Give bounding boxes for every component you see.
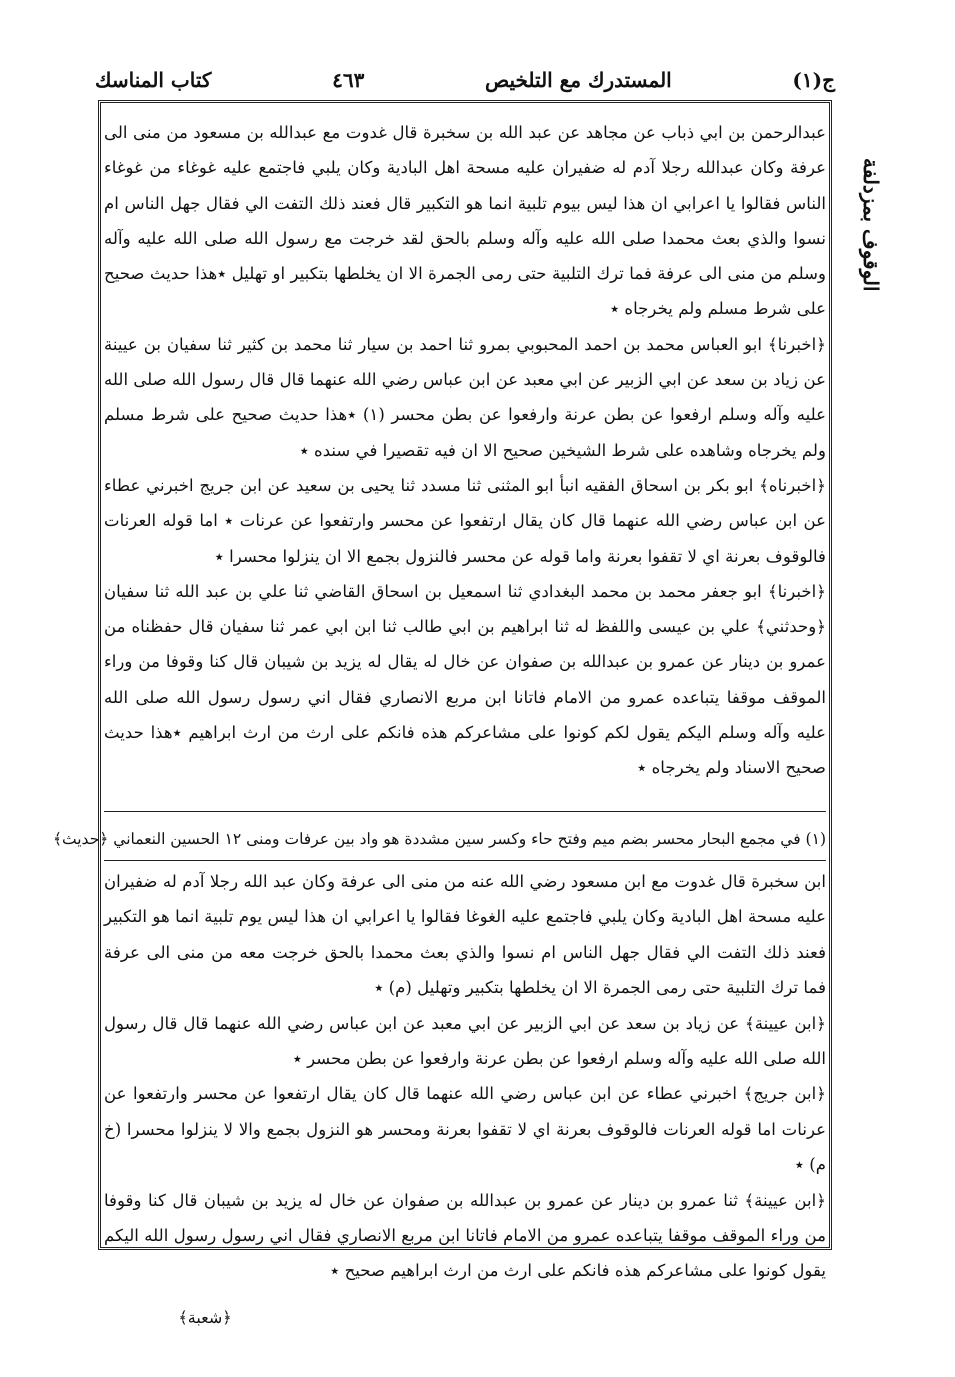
footnote: (١) في مجمع البحار محسر بضم ميم وفتح حاء وكسر سين مشددة هو واد بين عرفات ومنى ١٢ الحسين النعماني ﴿حديث﴾ (52, 830, 826, 848)
main-text (104, 115, 826, 805)
margin-note: الوقوف بمزدلفة (859, 158, 883, 292)
divider-line (104, 811, 826, 812)
summary-paragraph: ﴿ابن جريج﴾ اخبرني عطاء عن ابن عباس رضي الله عنهما قال كان يقال ارتفعوا عن محسر وارتفعوا عن عرنات اما قوله العرنات فالوقوف بعرنة اي لا تقفوا بعرنة ومحسر هو النزول بجمع والا لا ينزلوا محسرا (خ م) ٭ (104, 1084, 826, 1175)
main-paragraph: ﴿اخبرنا﴾ ابو العباس محمد بن احمد المحبوبي بمرو ثنا احمد بن سيار ثنا محمد بن كثير ثنا سفيان بن عيينة عن زياد بن سعد عن ابي الزبير عن ابي معبد عن ابن عباس رضي الله عنهما قال قال رسول الله صلى الله عليه وآله وسلم ارفعوا عن بطن عرنة وارفعوا عن بطن محسر (١) ٭هذا حديث صحيح على شرط مسلم ولم يخرجاه وشاهده على شرط الشيخين صحيح الا ان فيه تقصيرا في سنده ٭ (104, 334, 827, 460)
summary-text (104, 864, 826, 1281)
main-paragraph: ﴿اخبرناه﴾ ابو بكر بن اسحاق الفقيه انبأ ابو المثنى ثنا مسدد ثنا يحيى بن سعيد عن ابن جريج اخبرني عطاء عن ابن عباس رضي الله عنهما قال كان يقال ارتفعوا عن محسر وارتفعوا عن عرنات ٭ اما قوله العرنات فالوقوف بعرنة اي لا تقفوا بعرنة واما قوله عن محسر فالنزول بجمع الا ان ينزلوا محسرا ٭ (104, 475, 826, 566)
summary-paragraph: ابن سخبرة قال غدوت مع ابن مسعود رضي الله عنه من منى الى عرفة وكان عبد الله رجلا آدم له ضفيران عليه مسحة اهل البادية وكان يلبي فاجتمع عليه الغوغا فقالوا يا اعرابي ان هذا ليس يوم تلبية انما هو التكبير فعند ذلك التفت الي فقال جهل الناس ام نسوا والذي بعث محمدا بالحق خرجت معه من منى الى عرفة فما ترك التلبية حتى رمى الجمرة الا ان يخلطها بتكبير وتهليل (م) ٭ (104, 872, 826, 998)
main-paragraph: ﴿اخبرنا﴾ ابو جعفر محمد بن محمد البغدادي ثنا اسمعيل بن اسحاق القاضي ثنا علي بن عبد الله ثنا سفيان ﴿وحدثني﴾ علي بن عيسى واللفظ له ثنا ابراهيم بن ابي طالب ثنا ابن ابي عمر ثنا سفيان قال حفظناه من عمرو بن دينار عن عمرو بن عبدالله بن صفوان عن خال له يقال له يزيد بن شيبان قال كنا وقوفا من وراء الموقف موقفا يتباعده عمرو من الامام فاتانا ابن مربع الانصاري فقال اني رسول رسول الله صلى الله عليه وآله وسلم اليكم يقول لكم كونوا على مشاعركم هذه فانكم على ارث من ارث ابراهيم ٭هذا حديث صحيح الاسناد ولم يخرجاه ٭ (104, 581, 826, 778)
catchword: ﴿شعبة﴾ (178, 1308, 232, 1327)
summary-paragraph: ﴿ابن عيينة﴾ ثنا عمرو بن دينار عن عمرو بن عبدالله بن صفوان عن خال له يزيد بن شيبان قال كنا وقوفا من وراء الموقف موقفا يتباعده عمرو من الامام فاتانا ابن مربع الانصاري فقال اني رسول رسول الله اليكم يقول كونوا على مشاعركم هذه فانكم على ارث من ارث ابراهيم صحيح ٭ (104, 1190, 826, 1281)
volume-label: ج(١) (792, 68, 835, 92)
main-paragraph: عبدالرحمن بن ابي ذباب عن مجاهد عن عبد الله بن سخبرة قال غدوت مع عبدالله بن مسعود من منى الى عرفة وكان عبدالله رجلا آدم له ضفيران عليه مسحة اهل البادية وكان يلبي فاجتمع عليه غوغاء من غوغاء الناس فقالوا يا اعرابي ان هذا ليس بيوم تلبية انما هو التكبير قال فعند ذلك التفت الي فقال جهل الناس ام نسوا والذي بعث محمدا صلى الله عليه وآله وسلم بالحق لقد خرجت مع رسول الله صلى الله عليه وآله وسلم من منى الى عرفة فما ترك التلبية حتى رمى الجمرة الا ان يخلطها بتكبير او تهليل ٭هذا حديث صحيح على شرط مسلم ولم يخرجاه ٭ (104, 123, 826, 319)
chapter-title: كتاب المناسك (95, 68, 212, 92)
book-title: المستدرك مع التلخيص (484, 68, 672, 92)
page-number: ٤٦٣ (332, 68, 365, 92)
divider-line (104, 860, 826, 861)
page-header (95, 60, 835, 100)
summary-paragraph: ﴿ابن عيينة﴾ عن زياد بن سعد عن ابي الزبير عن ابي معبد عن ابن عباس رضي الله عنهما قال قال رسول الله صلى الله عليه وآله وسلم ارفعوا عن بطن عرنة وارفعوا عن بطن محسر ٭ (104, 1013, 826, 1069)
